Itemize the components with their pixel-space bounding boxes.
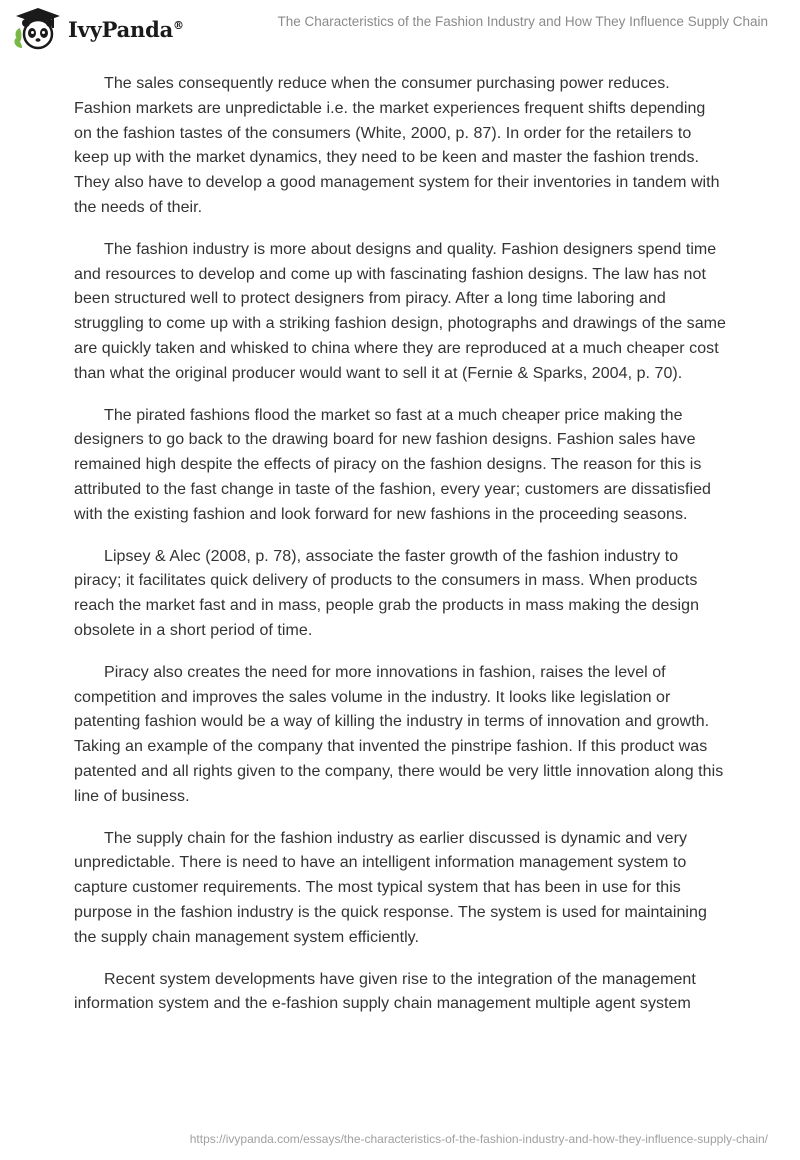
paragraph-6: The supply chain for the fashion industry as earlier discussed is dynamic and very unpredictable. There is need to have an intelligent information management system to capture customer requirements. The most typical system that has been in use for this purpose in the fashion industry is the quick response. The system is used for maintaining the supply chain management system efficiently. [74, 829, 707, 946]
paragraph-4: Lipsey & Alec (2008, p. 78), associate the faster growth of the fashion industry to piracy; it facilitates quick delivery of products to the consumers in mass. When products reach the market fast and in mass, people grab the products in mass making the design obsolete in a short period of time. [74, 547, 700, 639]
paragraph-5: Piracy also creates the need for more innovations in fashion, raises the level of competition and improves the sales volume in the industry. It looks like legislation or patenting fashion would be a way of killing the industry in terms of innovation and growth. Taking an example of the company that invented the pinstripe fashion. If this product was patented and all rights given to the company, there would be very little innovation along this line of business. [74, 663, 724, 805]
brand-name [68, 17, 184, 42]
paragraph-7: Recent system developments have given rise to the integration of the management information system and the e-fashion supply chain management multiple agent system [74, 970, 696, 1013]
registered-mark: ® [173, 18, 184, 32]
ivypanda-logo[interactable] [12, 6, 184, 52]
paragraph-1: The sales consequently reduce when the consumer purchasing power reduces. Fashion markets are unpredictable i.e. the market experiences frequent shifts depending on the fashion tastes of the consumers (White, 2000, p. 87). In order for the retailers to keep up with the market dynamics, they need to be keen and master the fashion trends. They also have to develop a good management system for their inventories in tandem with the needs of their. [74, 75, 720, 216]
brand-text: IvyPanda [68, 16, 174, 42]
paragraph-2: The fashion industry is more about designs and quality. Fashion designers spend time and resources to develop and come up with fascinating fashion designs. The law has not been structured well to protect designers from piracy. After a long time laboring and struggling to come up with a striking fashion design, photographs and drawings of the same are quickly taken and whisked to china where they are reproduced at a much cheaper cost than what the original producer would want to sell it at (Fernie & Sparks, 2004, p. 70). [74, 240, 726, 382]
page-header [0, 0, 800, 60]
source-url[interactable]: https://ivypanda.com/essays/the-characteristics-of-the-fashion-industry-and-how-they-influence-supply-chain/ [189, 1132, 768, 1146]
document-title: The Characteristics of the Fashion Industry and How They Influence Supply Chain [277, 14, 768, 29]
paragraph-3: The pirated fashions flood the market so fast at a much cheaper price making the designers to go back to the drawing board for new fashion designs. Fashion sales have remained high despite the effects of piracy on the fashion designs. The reason for this is attributed to the fast change in taste of the fashion, every year; customers are dissatisfied with the existing fashion and look forward for new fashions in the proceeding seasons. [74, 406, 711, 523]
panda-graduate-icon [12, 6, 64, 52]
essay-body [74, 72, 726, 1034]
